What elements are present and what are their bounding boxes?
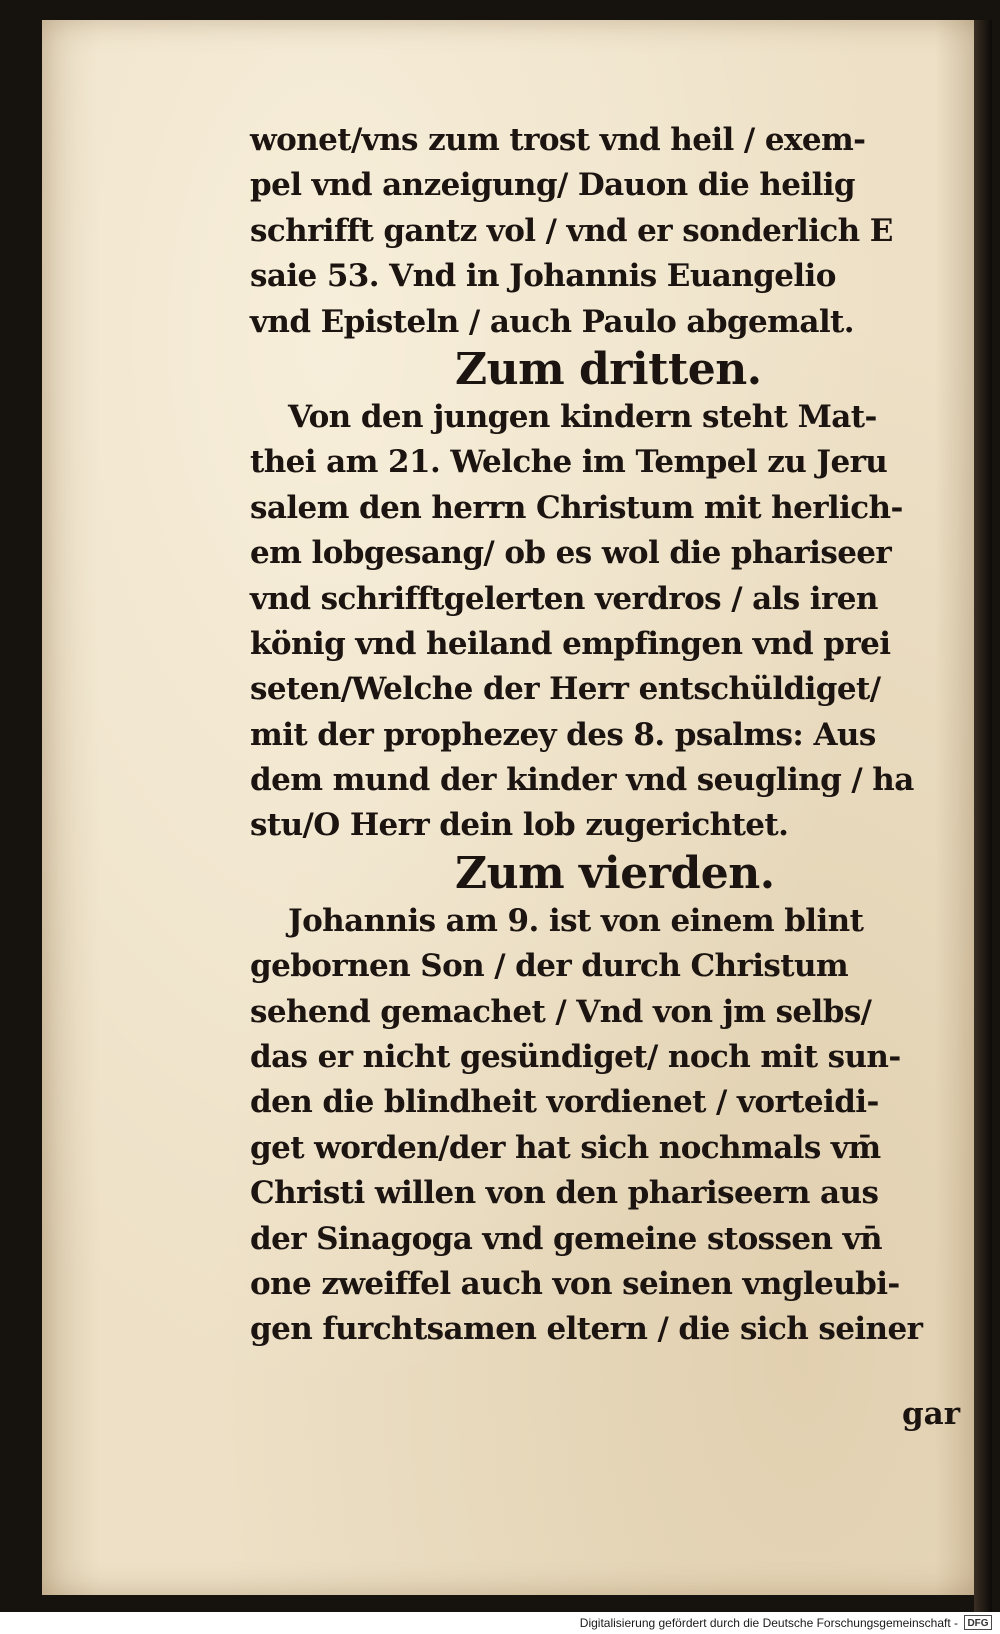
text-line: saie 53. Vnd in Johannis Euangelio (250, 258, 836, 295)
text-line: one zweiffel auch von seinen vngleubi- (250, 1265, 900, 1302)
text-line: der Sinagoga vnd gemeine stossen vn̄ (250, 1220, 882, 1257)
funding-notice: Digitalisierung gefördert durch die Deutsche Forschungsgemeinschaft - (579, 1616, 958, 1630)
text-line: get worden/der hat sich nochmals vm̄ (250, 1129, 881, 1166)
text-line: schrifft gantz vol / vnd er sonderlich E (250, 212, 893, 249)
section-heading: Zum dritten. (455, 343, 762, 395)
text-line: könig vnd heiland empfingen vnd prei (250, 625, 891, 662)
text-line: Johannis am 9. ist von einem blint (288, 902, 864, 939)
text-line: gen furchtsamen eltern / die sich seiner (250, 1311, 923, 1348)
text-line: vnd schrifftgelerten verdros / als iren (250, 580, 878, 617)
section-heading: Zum vierden. (455, 847, 775, 899)
text-line: em lobgesang/ ob es wol die phariseer (250, 535, 892, 572)
text-line: gebornen Son / der durch Christum (250, 948, 849, 985)
text-line: vnd Episteln / auch Paulo abgemalt. (250, 303, 854, 340)
text-line: stu/O Herr dein lob zugerichtet. (250, 807, 789, 844)
text-line: das er nicht gesündiget/ noch mit sun- (250, 1039, 901, 1076)
text-line: mit der prophezey des 8. psalms: Aus (250, 716, 876, 753)
text-line: salem den herrn Christum mit herlich- (250, 489, 903, 526)
catchword: gar (902, 1396, 961, 1432)
text-line: den die blindheit vordienet / vorteidi- (250, 1084, 879, 1121)
footer-bar (0, 1612, 1000, 1634)
text-line: Christi willen von den phariseern aus (250, 1175, 879, 1212)
text-line: seten/Welche der Herr entschüldiget/ (250, 671, 881, 708)
text-line: thei am 21. Welche im Tempel zu Jeru (250, 444, 888, 481)
text-line: pel vnd anzeigung/ Dauon die heilig (250, 167, 856, 204)
dfg-logo-icon: DFG (964, 1615, 992, 1630)
text-block (250, 118, 980, 1353)
text-line: dem mund der kinder vnd seugling / ha (250, 762, 914, 799)
text-line: wonet/vns zum trost vnd heil / exem- (250, 122, 866, 158)
text-line: Von den jungen kindern steht Mat- (288, 398, 877, 435)
text-line: sehend gemachet / Vnd von jm selbs/ (250, 993, 872, 1030)
